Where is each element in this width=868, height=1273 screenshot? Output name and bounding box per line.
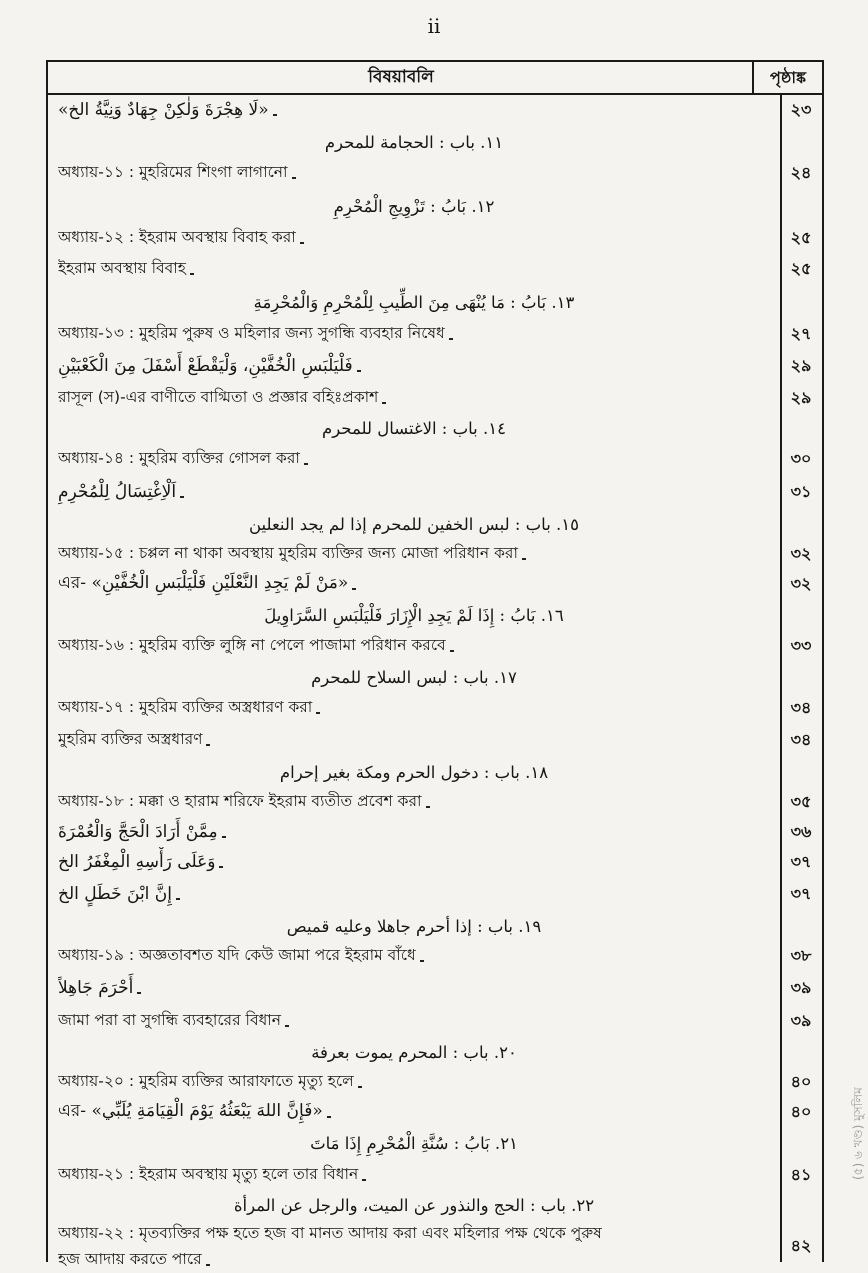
toc-entry (48, 475, 822, 509)
section-title: ١١. باب : الحجامة للمحرم (324, 132, 504, 152)
page-reference (780, 1191, 822, 1219)
entry-text-wrap (58, 349, 770, 383)
section-heading (48, 599, 822, 631)
entry-title: অধ্যায়-১৪ : মুহরিম ব্যক্তির গোসল করা (58, 449, 300, 467)
page-reference: ৩৭ (790, 851, 812, 871)
section-title: ٢٠. باب : المحرم يموت بعرفة (311, 1042, 517, 1062)
section-heading (48, 189, 822, 223)
dot-leader (450, 650, 454, 652)
section-title: ١٦. بَابُ : إِذَا لَمْ يَجِدِ الْإِزَارَ فَلْيَلْبَسِ السَّرَاوِيلَ (264, 605, 564, 625)
entry-title: مِمَّنْ أَرَادَ الْحَجَّ وَالْعُمْرَةَ (58, 822, 218, 842)
dot-leader (219, 866, 223, 868)
section-heading (48, 509, 822, 539)
entry-text-wrap (58, 189, 770, 223)
dot-leader (449, 338, 453, 340)
page-reference (780, 285, 822, 319)
page-reference: ৩৯ (790, 1010, 812, 1030)
page-reference: ৩৯ (790, 977, 812, 997)
entry-text-wrap (58, 599, 770, 631)
entry-text-wrap (58, 93, 770, 127)
entry-text-wrap (58, 509, 770, 539)
entry-text-wrap (58, 1159, 770, 1191)
entry-title: অধ্যায়-১৫ : চপ্পল না থাকা অবস্থায় মুহরিম ব্যক্তির জন্য মোজা পরিধান করা (58, 544, 518, 562)
toc-entry (48, 319, 822, 349)
entry-text-wrap (58, 1127, 770, 1159)
dot-leader (362, 1179, 366, 1181)
section-title: ١٥. باب : لبس الخفين للمحرم إذا لم يجد النعلين (248, 514, 580, 534)
entry-title: জামা পরা বা সুগন্ধি ব্যবহারের বিধান (58, 1011, 282, 1029)
toc-entry (48, 1097, 822, 1127)
toc-entry (48, 1159, 822, 1191)
entry-text-wrap (58, 569, 770, 599)
entry-title: অধ্যায়-১২ : ইহরাম অবস্থায় বিবাহ করা (58, 228, 296, 246)
page-reference (780, 911, 822, 941)
page-reference: ২৭ (790, 323, 812, 343)
entry-title: وَعَلَى رَأْسِهِ الْمِغْفَرُ الخ (58, 852, 216, 872)
toc-entry (48, 93, 822, 127)
page-reference: ৩১ (790, 481, 812, 501)
page-reference: ৩০ (790, 448, 812, 468)
entry-title: فَلْيَلْبَسِ الْخُفَّيْنِ، وَلْيَقْطَعْ أَسْفَلَ مِنَ الْكَعْبَيْنِ (58, 356, 353, 376)
entry-title: اَلْاِغْتِسَالُ لِلْمُحْرِمِ (58, 482, 177, 502)
page-reference: ৩২ (790, 543, 812, 563)
section-title: ١٣. بَابُ : مَا يُنْهَى مِنَ الطِّيبِ لِلْمُحْرِمِ وَالْمُحْرِمَةِ (253, 292, 575, 312)
entry-title-line1: অধ্যায়-২২ : মৃতব্যক্তির পক্ষ হতে হজ বা মানত আদায় করা এবং মহিলার পক্ষ থেকে পুরুষ (58, 1224, 602, 1242)
entry-text-wrap (58, 631, 770, 661)
entry-text-wrap (58, 661, 770, 693)
entry-title: মুহরিম ব্যক্তির অস্ত্রধারণ (58, 730, 203, 748)
section-title: ٢٢. باب : الحج والنذور عن الميت، والرجل عن المرأة (233, 1195, 595, 1215)
dot-leader (316, 712, 320, 714)
page-reference: ৩২ (790, 573, 812, 593)
dot-leader (522, 558, 526, 560)
dot-leader (327, 1116, 331, 1118)
entry-text-wrap (58, 757, 770, 787)
dot-leader (137, 992, 141, 994)
page-reference: ২৫ (790, 227, 812, 247)
entry-text-wrap (58, 693, 770, 723)
entry-title: أَحْرَمَ جَاهِلاً (58, 978, 134, 998)
entry-text-wrap (58, 877, 770, 911)
entry-text-wrap (58, 847, 770, 877)
page-reference: ৩৪ (790, 697, 812, 717)
entry-text-wrap (58, 253, 770, 285)
dot-leader (206, 1264, 210, 1266)
page-reference (780, 189, 822, 223)
entry-text-wrap (58, 1067, 770, 1097)
toc-entry (48, 1005, 822, 1037)
page-reference (780, 757, 822, 787)
toc-entry (48, 631, 822, 661)
section-heading (48, 757, 822, 787)
page-reference: ২৫ (790, 258, 812, 278)
entry-text-wrap (58, 223, 770, 253)
entry-title: إِنَّ ابْنَ خَطَلٍ الخ (58, 884, 173, 904)
entry-text-wrap (58, 817, 770, 847)
page-reference (780, 413, 822, 443)
page-reference: ৩৩ (790, 635, 812, 655)
entry-text-wrap (58, 723, 770, 757)
toc-entry (48, 383, 822, 413)
entry-title: অধ্যায়-১৭ : মুহরিম ব্যক্তির অস্ত্রধারণ করা (58, 698, 313, 716)
dot-leader (382, 402, 386, 404)
entry-title: অধ্যায়-১৯ : অজ্ঞতাবশত যদি কেউ জামা পরে ইহরাম বাঁধে (58, 946, 416, 964)
toc-entry (48, 569, 822, 599)
page-column-header: পৃষ্ঠাঙ্ক (752, 62, 822, 93)
dot-leader (206, 744, 210, 746)
entry-text-wrap (58, 413, 770, 443)
dot-leader (222, 836, 226, 838)
dot-leader (292, 177, 296, 179)
section-title: ٢١. بَابُ : سُنَّةِ الْمُحْرِمِ إِذَا مَاتَ (310, 1133, 518, 1153)
entry-text-wrap (58, 443, 770, 475)
page-reference (780, 599, 822, 631)
entry-text-wrap (58, 1005, 770, 1037)
entry-title: অধ্যায়-১৮ : মক্কা ও হারাম শরিফে ইহরাম ব্যতীত প্রবেশ করা (58, 792, 422, 810)
section-title: ١٨. باب : دخول الحرم ومكة بغير إحرام (279, 762, 549, 782)
dot-leader (300, 242, 304, 244)
page-reference (780, 1127, 822, 1159)
dot-leader (358, 1086, 362, 1088)
section-heading (48, 1191, 822, 1219)
toc-entry (48, 349, 822, 383)
page-number: ii (427, 14, 441, 38)
dot-leader (180, 496, 184, 498)
toc-entry (48, 971, 822, 1005)
section-heading (48, 661, 822, 693)
page-reference: ২৯ (790, 355, 812, 375)
dot-leader (190, 273, 194, 275)
toc-entry (48, 443, 822, 475)
page-reference: ৩৫ (790, 791, 812, 811)
toc-entry (48, 723, 822, 757)
page-reference: ২৯ (790, 387, 812, 407)
table-of-contents (46, 60, 824, 1268)
toc-entry (48, 253, 822, 285)
entry-text-wrap (58, 971, 770, 1005)
toc-entry (48, 787, 822, 817)
page-reference: ২৩ (790, 99, 812, 119)
page-reference (780, 127, 822, 157)
section-title: ١٧. باب : لبس السلاح للمحرم (311, 667, 517, 687)
page-reference (780, 509, 822, 539)
toc-entry (48, 847, 822, 877)
dot-leader (273, 114, 277, 116)
entry-text-wrap (58, 539, 770, 569)
entry-text-wrap (58, 319, 770, 349)
section-title: ١٤. باب : الاغتسال للمحرم (321, 418, 506, 438)
toc-entry (48, 1067, 822, 1097)
page-reference: ৪২ (790, 1235, 812, 1255)
page-reference: ৪১ (790, 1164, 812, 1184)
entry-title: অধ্যায়-১৩ : মুহরিম পুরুষ ও মহিলার জন্য সুগন্ধি ব্যবহার নিষেধ (58, 324, 445, 342)
toc-entry (48, 539, 822, 569)
section-heading (48, 285, 822, 319)
section-title: ١٢. بَابُ : تَزْوِيجِ الْمُحْرِمِ (333, 196, 495, 216)
section-heading (48, 127, 822, 157)
dot-leader (304, 463, 308, 465)
entry-text-wrap (58, 383, 770, 413)
entry-title: অধ্যায়-১১ : মুহরিমের শিংগা লাগানো (58, 163, 288, 181)
page-reference: ৪০ (790, 1101, 812, 1121)
entry-title-line2: হজ আদায় করতে পারে (58, 1250, 202, 1268)
entry-text-wrap (58, 911, 770, 941)
toc-rows (48, 93, 822, 1273)
entry-title: অধ্যায়-২১ : ইহরাম অবস্থায় মৃত্যু হলে তার বিধান (58, 1165, 359, 1183)
toc-entry (48, 157, 822, 189)
entry-text-wrap (58, 1191, 770, 1219)
entry-text-wrap (58, 127, 770, 157)
entry-text-wrap (58, 285, 770, 319)
entry-text-wrap (58, 1097, 770, 1127)
subject-column-header: বিষয়াবলি (368, 67, 434, 87)
entry-title: অধ্যায়-২০ : মুহরিম ব্যক্তির আরাফাতে মৃত্যু হলে (58, 1072, 354, 1090)
dot-leader (420, 960, 424, 962)
entry-title: «لَا هِجْرَةَ وَلٰكِنْ جِهَادٌ وَنِيَّةُ الخ» (58, 100, 269, 120)
page-reference (780, 1037, 822, 1067)
section-heading (48, 1127, 822, 1159)
entry-title: ইহরাম অবস্থায় বিবাহ (58, 259, 186, 277)
entry-title: «فَإِنَّ اللهَ يَبْعَثُهُ يَوْمَ الْقِيَامَةِ يُلَبِّي» -এর (58, 1101, 323, 1121)
margin-handwriting: (৫) ৬ খণ্ড) মুসলিম (851, 1087, 865, 1180)
toc-entry (48, 817, 822, 847)
page-reference: ৪০ (790, 1071, 812, 1091)
dot-leader (176, 898, 180, 900)
entry-text-wrap (58, 787, 770, 817)
entry-title: «مَنْ لَمْ يَجِدِ النَّعْلَيْنِ فَلْيَلْبَسِ الْخُفَّيْنِ» -এর (58, 573, 349, 593)
section-heading (48, 413, 822, 443)
page-reference: ৩৭ (790, 883, 812, 903)
entry-text-wrap (58, 941, 770, 971)
toc-entry (48, 1219, 822, 1273)
entry-text-wrap (58, 157, 770, 189)
page-reference: ৩৮ (790, 945, 812, 965)
dot-leader (426, 806, 430, 808)
entry-title: অধ্যায়-১৬ : মুহরিম ব্যক্তি লুঙ্গি না পেলে পাজামা পরিধান করবে (58, 636, 446, 654)
section-heading (48, 1037, 822, 1067)
dot-leader (352, 588, 356, 590)
dot-leader (285, 1025, 289, 1027)
entry-title: রাসূল (স)-এর বাণীতে বাগ্মিতা ও প্রজ্ঞার বহিঃপ্রকাশ (58, 388, 379, 406)
entry-text-wrap (58, 1037, 770, 1067)
toc-entry (48, 877, 822, 911)
section-heading (48, 911, 822, 941)
page-reference (780, 661, 822, 693)
section-title: ١٩. باب : إذا أحرم جاهلا وعليه قميص (286, 916, 542, 936)
entry-text-wrap (58, 475, 770, 509)
entry-text-wrap (58, 1219, 770, 1273)
page-reference: ৩৪ (790, 729, 812, 749)
dot-leader (357, 370, 361, 372)
page-reference: ২৪ (790, 162, 812, 182)
toc-entry (48, 223, 822, 253)
page-reference: ৩৬ (790, 821, 812, 841)
toc-header (48, 62, 822, 95)
toc-entry (48, 941, 822, 971)
toc-entry (48, 693, 822, 723)
